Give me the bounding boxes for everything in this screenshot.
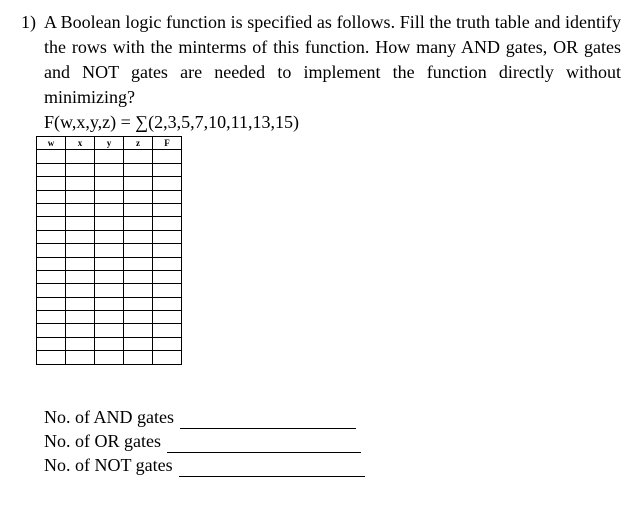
truth-table-cell[interactable] [95,324,124,337]
truth-table-cell[interactable] [124,324,153,337]
or-gates-label: No. of OR gates [44,431,161,451]
or-gates-line [44,429,365,453]
truth-table-cell[interactable] [37,324,66,337]
question-block [21,10,621,110]
truth-table-cell[interactable] [37,311,66,324]
truth-table-body [37,150,182,364]
truth-table [36,136,182,365]
truth-table-cell[interactable] [37,284,66,297]
truth-table-cell[interactable] [153,324,182,337]
truth-table-cell[interactable] [66,270,95,283]
truth-table-cell[interactable] [37,217,66,230]
truth-table-cell[interactable] [153,284,182,297]
truth-table-cell[interactable] [95,217,124,230]
truth-table-cell[interactable] [153,297,182,310]
truth-table-cell[interactable] [153,351,182,364]
truth-table-cell[interactable] [153,257,182,270]
truth-table-cell[interactable] [124,230,153,243]
truth-table-cell[interactable] [124,177,153,190]
truth-table-cell[interactable] [37,230,66,243]
truth-table-cell[interactable] [66,230,95,243]
truth-table-cell[interactable] [66,324,95,337]
truth-table-cell[interactable] [37,270,66,283]
truth-table-cell[interactable] [124,311,153,324]
truth-table-cell[interactable] [153,203,182,216]
truth-table-cell[interactable] [95,284,124,297]
header-x: x [66,137,95,150]
question-text: A Boolean logic function is specified as follows. Fill the truth table and identify the rows with the minterms of this function. How many AND gates, OR gates and NOT gates are needed to implement the function directly without minimizing? [44,12,621,107]
table-row [37,337,182,350]
table-row [37,311,182,324]
truth-table-cell[interactable] [37,351,66,364]
truth-table-cell[interactable] [124,150,153,163]
table-row [37,244,182,257]
truth-table-cell[interactable] [95,150,124,163]
truth-table-cell[interactable] [66,351,95,364]
truth-table-cell[interactable] [153,177,182,190]
truth-table-cell[interactable] [37,190,66,203]
truth-table-cell[interactable] [37,257,66,270]
truth-table-cell[interactable] [95,351,124,364]
table-row [37,297,182,310]
truth-table-cell[interactable] [66,257,95,270]
table-row [37,351,182,364]
and-gates-label: No. of AND gates [44,407,174,427]
table-row [37,257,182,270]
truth-table-cell[interactable] [66,297,95,310]
truth-table-cell[interactable] [66,150,95,163]
truth-table-cell[interactable] [153,217,182,230]
truth-table-cell[interactable] [124,217,153,230]
truth-table-cell[interactable] [66,203,95,216]
truth-table-cell[interactable] [153,190,182,203]
truth-table-cell[interactable] [153,244,182,257]
and-gates-answer-blank[interactable] [180,410,356,429]
table-row [37,270,182,283]
truth-table-cell[interactable] [124,337,153,350]
truth-table-header-row [37,137,182,150]
truth-table-cell[interactable] [153,150,182,163]
not-gates-line [44,453,365,477]
truth-table-cell[interactable] [37,177,66,190]
truth-table-cell[interactable] [124,203,153,216]
truth-table-cell[interactable] [95,244,124,257]
truth-table-cell[interactable] [124,297,153,310]
or-gates-answer-blank[interactable] [167,434,361,453]
not-gates-answer-blank[interactable] [179,458,365,477]
header-w: w [37,137,66,150]
truth-table-cell[interactable] [95,337,124,350]
table-row [37,163,182,176]
truth-table-cell[interactable] [153,163,182,176]
table-row [37,203,182,216]
truth-table-cell[interactable] [37,337,66,350]
truth-table-cell[interactable] [66,311,95,324]
truth-table-cell[interactable] [95,297,124,310]
truth-table-cell[interactable] [153,230,182,243]
truth-table-cell[interactable] [124,163,153,176]
and-gates-line [44,405,365,429]
truth-table-cell[interactable] [124,351,153,364]
gate-count-section [44,405,365,477]
truth-table-cell[interactable] [95,270,124,283]
header-y: y [95,137,124,150]
truth-table-cell[interactable] [124,270,153,283]
header-f: F [153,137,182,150]
truth-table-cell[interactable] [66,284,95,297]
truth-table-cell[interactable] [95,257,124,270]
table-row [37,177,182,190]
truth-table-cell[interactable] [124,244,153,257]
truth-table-cell[interactable] [37,163,66,176]
table-row [37,284,182,297]
not-gates-label: No. of NOT gates [44,455,173,475]
truth-table-cell[interactable] [124,284,153,297]
truth-table-cell[interactable] [153,311,182,324]
truth-table-cell[interactable] [95,163,124,176]
truth-table-cell[interactable] [66,244,95,257]
truth-table-cell[interactable] [95,203,124,216]
question-number: 1) [21,12,36,32]
truth-table-cell[interactable] [66,217,95,230]
table-row [37,230,182,243]
table-row [37,217,182,230]
table-row [37,150,182,163]
truth-table-cell[interactable] [66,163,95,176]
truth-table-cell[interactable] [66,190,95,203]
truth-table-cell[interactable] [95,177,124,190]
truth-table-cell[interactable] [95,230,124,243]
function-expression: F(w,x,y,z) = ∑(2,3,5,7,10,11,13,15) [44,112,299,132]
truth-table-cell[interactable] [153,270,182,283]
table-row [37,324,182,337]
truth-table-cell[interactable] [37,297,66,310]
truth-table-cell[interactable] [95,311,124,324]
truth-table-cell[interactable] [37,150,66,163]
truth-table-cell[interactable] [66,177,95,190]
truth-table-cell[interactable] [153,337,182,350]
header-z: z [124,137,153,150]
truth-table-cell[interactable] [66,337,95,350]
truth-table-cell[interactable] [37,203,66,216]
truth-table-cell[interactable] [95,190,124,203]
truth-table-cell[interactable] [124,257,153,270]
truth-table-cell[interactable] [37,244,66,257]
truth-table-cell[interactable] [124,190,153,203]
table-row [37,190,182,203]
